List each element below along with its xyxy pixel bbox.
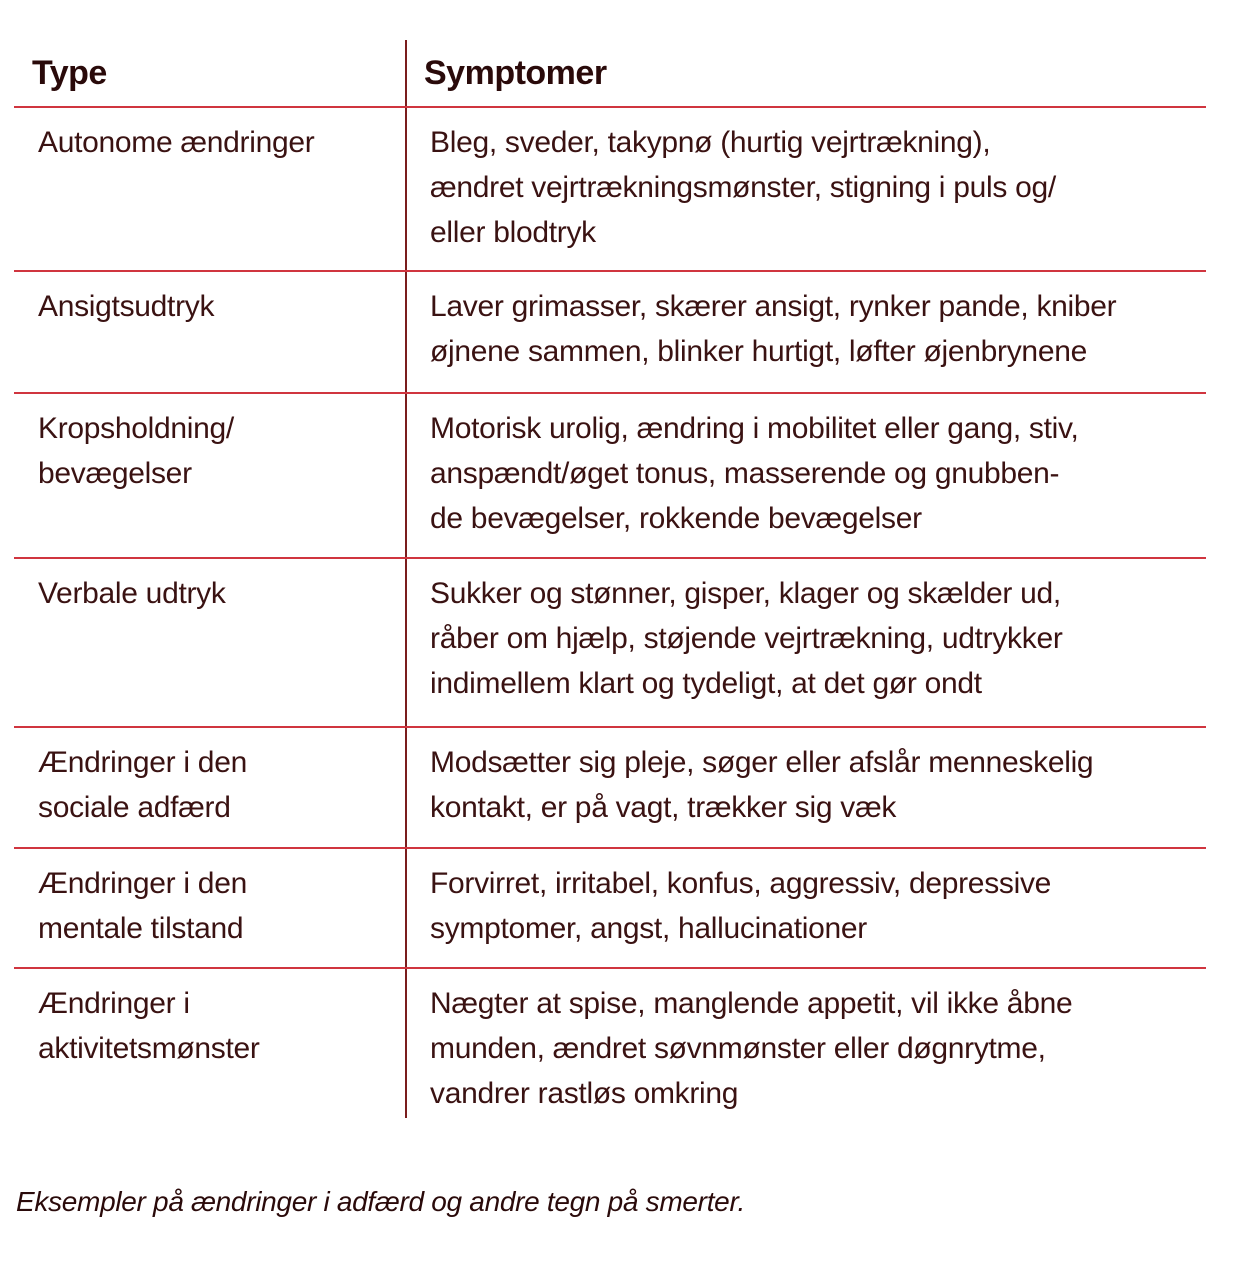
type-cell: Kropsholdning/ bevægelser: [38, 412, 234, 490]
type-cell: Autonome ændringer: [38, 126, 315, 159]
table-row: [14, 969, 1206, 1120]
type-cell: Ændringer i aktivitetsmønster: [38, 987, 260, 1065]
symptoms-cell: Motorisk urolig, ændring i mobilitet eller gang, stiv, anspændt/øget tonus, masserende og gnubben- de bevægelser, rokkende bevægelser: [430, 412, 1079, 535]
header-type: Type: [32, 54, 107, 92]
header-symptoms: Symptomer: [424, 54, 607, 92]
table-header-row: [14, 40, 1206, 108]
table-row: [14, 849, 1206, 969]
table-row: [14, 108, 1206, 272]
table-row: [14, 559, 1206, 728]
table-caption: Eksempler på ændringer i adfærd og andre tegn på smerter.: [16, 1186, 745, 1217]
type-cell: Verbale udtryk: [38, 577, 226, 610]
type-cell: Ansigtsudtryk: [38, 290, 215, 323]
table-row: [14, 728, 1206, 849]
symptoms-cell: Nægter at spise, manglende appetit, vil ikke åbne munden, ændret søvnmønster eller døgnrytme, vandrer rastløs omkring: [430, 987, 1073, 1110]
symptoms-cell: Forvirret, irritabel, konfus, aggressiv, depressive symptomer, angst, hallucinationer: [430, 867, 1052, 945]
symptoms-cell: Modsætter sig pleje, søger eller afslår menneskelig kontakt, er på vagt, trækker sig væk: [430, 746, 1094, 824]
symptoms-cell: Bleg, sveder, takypnø (hurtig vejrtrækning), ændret vejrtrækningsmønster, stigning i puls og/ eller blodtryk: [430, 126, 1056, 249]
type-cell: Ændringer i den mentale tilstand: [38, 867, 247, 945]
symptoms-cell: Laver grimasser, skærer ansigt, rynker pande, kniber øjnene sammen, blinker hurtigt, løfter øjenbrynene: [430, 290, 1117, 368]
table-row: [14, 272, 1206, 394]
symptoms-cell: Sukker og stønner, gisper, klager og skælder ud, råber om hjælp, støjende vejrtrækning, udtrykker indimellem klart og tydeligt, at det gør ondt: [430, 577, 1063, 700]
type-cell: Ændringer i den sociale adfærd: [38, 746, 247, 824]
table-row: [14, 394, 1206, 559]
symptom-table: [14, 40, 1206, 1120]
